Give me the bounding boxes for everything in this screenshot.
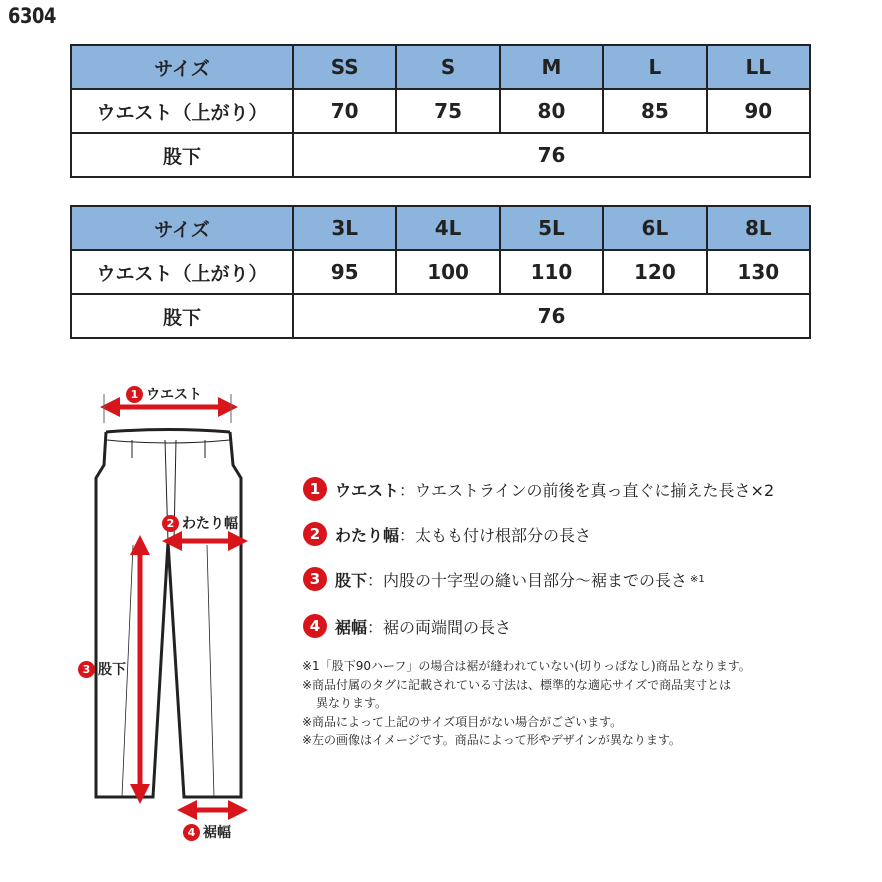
header-cell: LL (707, 45, 810, 89)
legend-item: 4 裾幅 ：裾の両端間の長さ (303, 614, 514, 638)
row-label: 股下 (71, 294, 293, 338)
cell: 110 (500, 250, 603, 294)
pants-diagram (0, 0, 300, 882)
diagram-label-hem: 4 裾幅 (183, 822, 231, 842)
row-label: ウエスト（上がり） (71, 89, 293, 133)
cell: 76 (293, 294, 810, 338)
notes (302, 657, 751, 750)
cell: 90 (707, 89, 810, 133)
note: ※商品付属のタグに記載されている寸法は、標準的な適応サイズで商品実寸とは (302, 677, 732, 692)
cell: 130 (707, 250, 810, 294)
header-cell: M (500, 45, 603, 89)
header-cell: 4L (396, 206, 499, 250)
header-cell: L (603, 45, 706, 89)
legend-item: 3 股下 ：内股の十字型の縫い目部分～裾までの長さ ※1 (303, 567, 705, 591)
cell: 95 (293, 250, 396, 294)
header-cell: サイズ (71, 45, 293, 89)
cell: 100 (396, 250, 499, 294)
header-cell: 3L (293, 206, 396, 250)
header-cell: サイズ (71, 206, 293, 250)
note: 異なります。 (316, 696, 388, 710)
legend-item: 2 わたり幅 ：太もも付け根部分の長さ (303, 522, 594, 546)
row-label: ウエスト（上がり） (71, 250, 293, 294)
header-cell: 5L (500, 206, 603, 250)
note: ※商品によって上記のサイズ項目がない場合がございます。 (302, 714, 623, 729)
legend-item: 1 ウエスト ：ウエストラインの前後を真っ直ぐに揃えた長さ×2 (303, 477, 777, 501)
header-cell: SS (293, 45, 396, 89)
note: ※1「股下90ハーフ」の場合は裾が縫われていない(切りっぱなし)商品となります。 (302, 659, 751, 673)
diagram-label-inseam: 3 股下 (78, 659, 126, 679)
header-cell: 6L (603, 206, 706, 250)
cell: 70 (293, 89, 396, 133)
diagram-label-waist: 1 ウエスト (126, 384, 202, 404)
header-cell: S (396, 45, 499, 89)
product-code: 6304 (8, 4, 56, 28)
cell: 76 (293, 133, 810, 177)
cell: 75 (396, 89, 499, 133)
note: ※左の画像はイメージです。商品によって形やデザインが異なります。 (302, 733, 681, 747)
row-label: 股下 (71, 133, 293, 177)
cell: 80 (500, 89, 603, 133)
diagram-label-thigh: 2 わたり幅 (162, 513, 238, 533)
cell: 85 (603, 89, 706, 133)
header-cell: 8L (707, 206, 810, 250)
cell: 120 (603, 250, 706, 294)
